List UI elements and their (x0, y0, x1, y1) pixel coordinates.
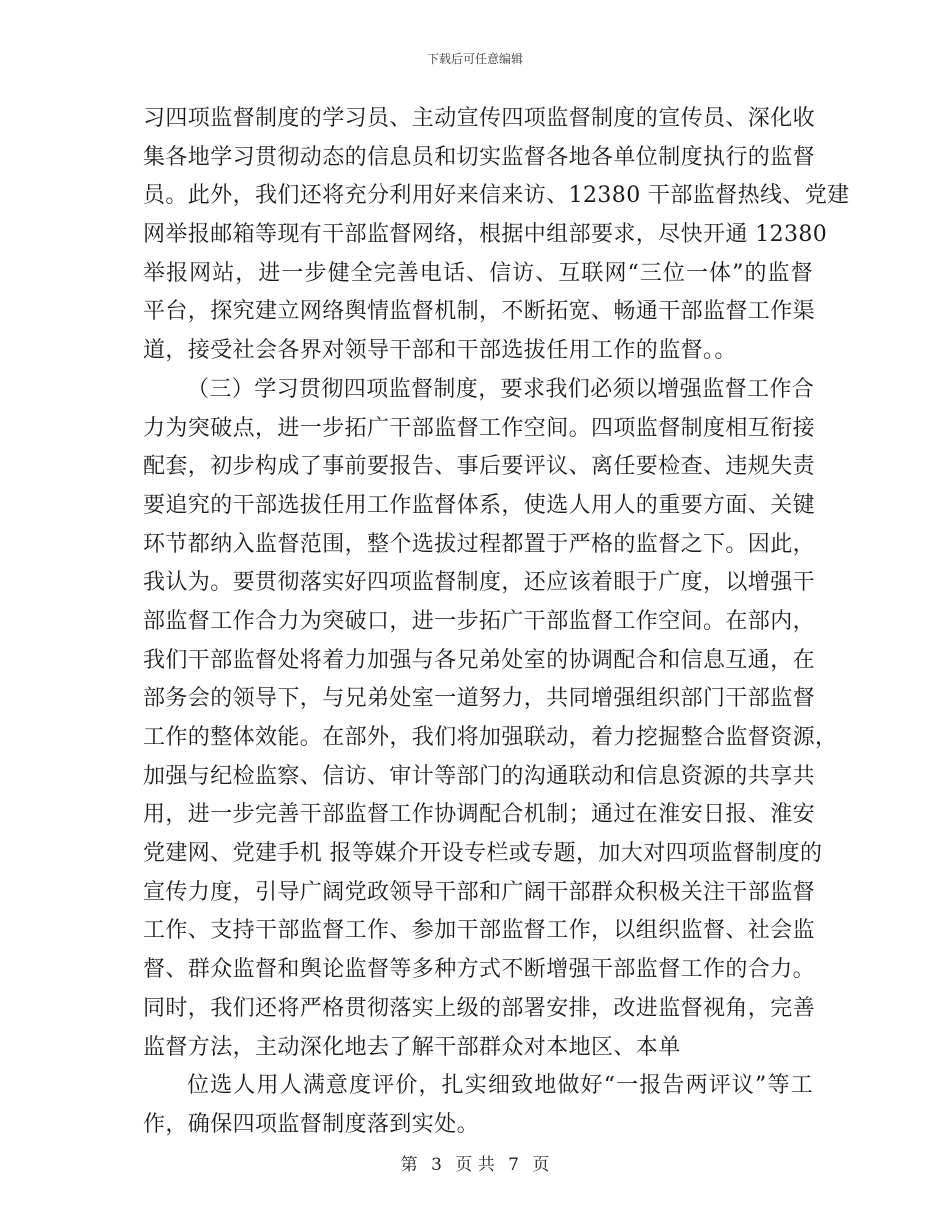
footer-prefix: 第 (400, 1155, 418, 1175)
text-line: 员。此外，我们还将充分利用好来信来访、12380 干部监督热线、党建 (143, 183, 850, 209)
document-body (143, 100, 850, 1145)
text-line: 我们干部监督处将着力加强与各兄弟处室的协调配合和信息互通，在 (143, 647, 816, 673)
text-line: 网举报邮箱等现有干部监督网络，根据中组部要求，尽快开通 12380 (143, 222, 828, 248)
text-line: 部监督工作合力为突破口，进一步拓广干部监督工作空间。在部内， (143, 608, 816, 634)
text-line: 宣传力度，引导广阔党政领导干部和广阔干部群众积极关注干部监督 (143, 879, 816, 905)
text-line: 我认为。要贯彻落实好四项监督制度，还应该着眼于广度，以增强干 (143, 570, 816, 596)
text-line: 举报网站，进一步健全完善电话、信访、互联网“三位一体”的监督 (143, 260, 813, 286)
text-line: 加强与纪检监察、信访、审计等部门的沟通联动和信息资源的共享共 (143, 763, 816, 789)
text-line: 平台，探究建立网络舆情监督机制，不断拓宽、畅通干部监督工作渠 (143, 299, 816, 325)
page-footer (0, 1150, 950, 1175)
footer-suffix: 页 (532, 1155, 550, 1175)
text-line: 同时，我们还将严格贯彻落实上级的部署安排，改进监督视角，完善 (143, 995, 816, 1021)
text-line: 力为突破点，进一步拓广干部监督工作空间。四项监督制度相互衔接 (143, 415, 816, 441)
page-header: 下载后可任意编辑 (426, 52, 523, 66)
text-line: 道，接受社会各界对领导干部和干部选拔任用工作的监督。。 (143, 338, 737, 364)
footer-total-pages: 7 (508, 1155, 519, 1175)
text-line: 督、群众监督和舆论监督等多种方式不断增强干部监督工作的合力。 (143, 957, 816, 983)
text-line: 党建网、党建手机 报等媒介开设专栏或专题，加大对四项监督制度的 (143, 841, 823, 867)
text-line: 集各地学习贯彻动态的信息员和切实监督各地各单位制度执行的监督 (143, 144, 816, 170)
text-line: 工作的整体效能。在部外，我们将加强联动，着力挖掘整合监督资源， (143, 725, 838, 750)
text-line: （三）学习贯彻四项监督制度，要求我们必须以增强监督工作合 (187, 376, 815, 402)
footer-page-number: 3 (431, 1155, 442, 1175)
text-line: 习四项监督制度的学习员、主动宣传四项监督制度的宣传员、深化收 (143, 106, 816, 131)
text-line: 要追究的干部选拔任用工作监督体系，使选人用人的重要方面、关键 (143, 492, 816, 518)
text-line: 监督方法，主动深化地去了解干部群众对本地区、本单 (143, 1034, 681, 1060)
footer-middle: 页 共 (455, 1155, 495, 1175)
text-line: 工作、支持干部监督工作、参加干部监督工作，以组织监督、社会监 (143, 918, 816, 944)
text-line: 用，进一步完善干部监督工作协调配合机制；通过在淮安日报、淮安 (143, 802, 816, 828)
text-line: 环节都纳入监督范围，整个选拔过程都置于严格的监督之下。因此， (143, 531, 816, 557)
text-line: 部务会的领导下，与兄弟处室一道努力，共同增强组织部门干部监督 (143, 686, 816, 712)
text-line: 配套，初步构成了事前要报告、事后要评议、离任要检查、违规失责 (143, 454, 816, 480)
text-line: 位选人用人满意度评价，扎实细致地做好“一报告两评议”等工 (187, 1073, 813, 1099)
text-line: 作，确保四项监督制度落到实处。 (143, 1111, 480, 1137)
